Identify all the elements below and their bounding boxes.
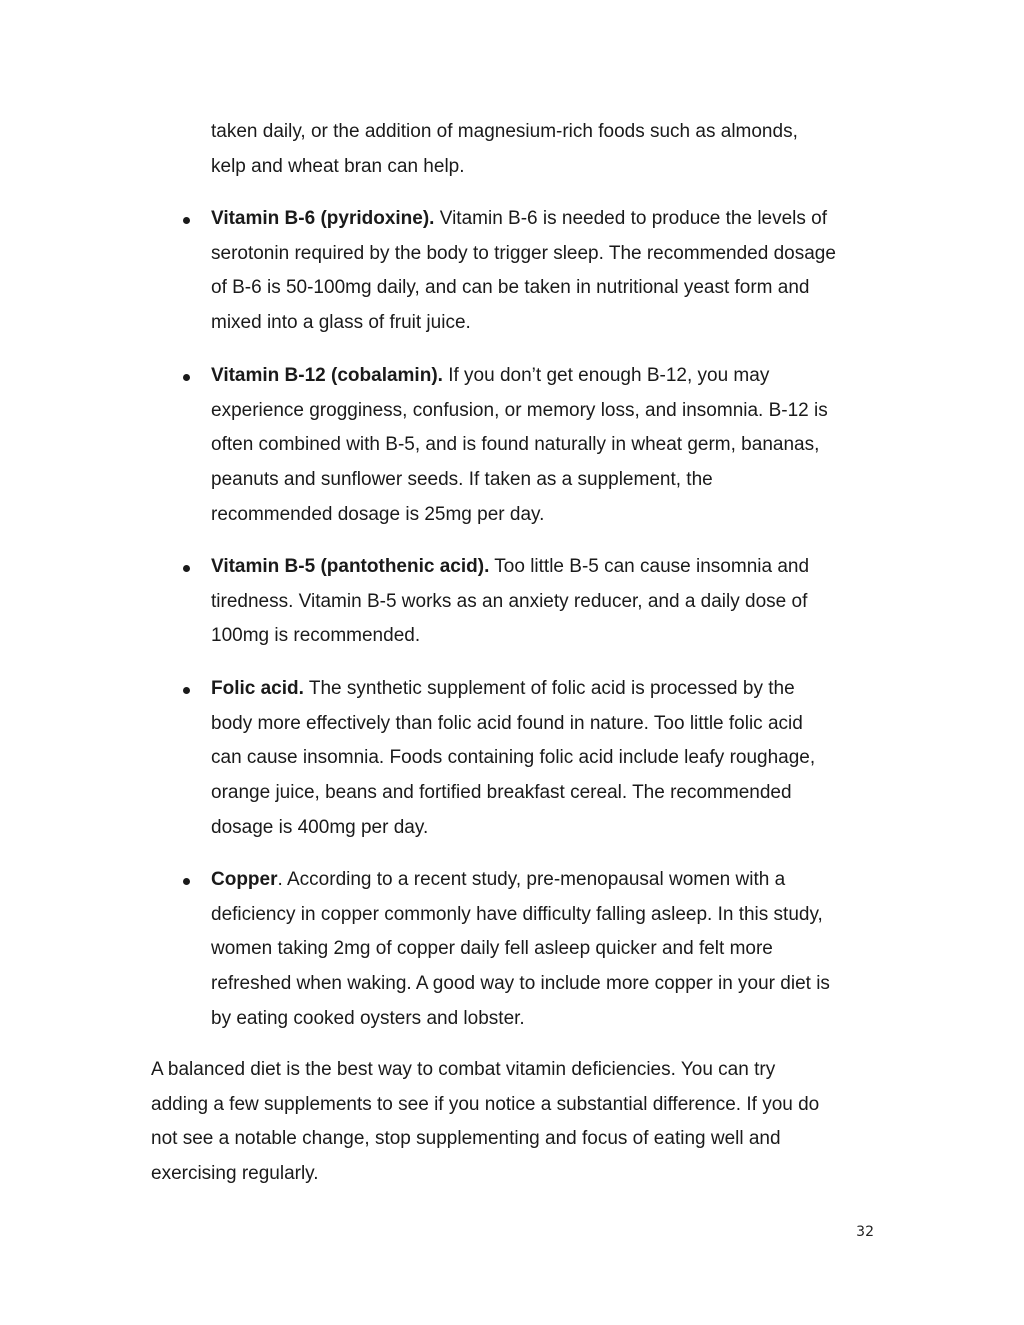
continued-paragraph: taken daily, or the addition of magnesium-rich foods such as almonds, kelp and wheat bran can help. [211, 121, 798, 177]
bullet-text [211, 863, 891, 1037]
bullet-heading: Folic acid. [211, 678, 304, 699]
page-number: 32 [856, 1224, 874, 1240]
bullet-text [211, 550, 891, 654]
bullet-heading: Vitamin B-5 (pantothenic acid). [211, 556, 490, 577]
closing-paragraph: A balanced diet is the best way to combat vitamin deficiencies. You can try adding a few supplements to see if you notice a substantial difference. If you do not see a notable change, stop supplementing and focus of eating well and exercising regularly. [151, 1059, 820, 1185]
bullet-text [211, 202, 891, 341]
bullet-body: Too little B-5 can cause insomnia and tiredness. Vitamin B-5 works as an anxiety reducer, and a daily dose of 100mg is recommended. [211, 556, 810, 647]
bullet-body: . According to a recent study, pre-menopausal women with a deficiency in copper commonly have difficulty falling asleep. In this study, women taking 2mg of copper daily fell asleep quicker and felt more refreshed when waking. A good way to include more copper in your diet is by eating cooked oysters and lobster. [211, 869, 830, 1029]
bullet-text [211, 359, 891, 533]
bullet-heading: Vitamin B-6 (pyridoxine). [211, 208, 435, 229]
bullet-heading: Copper [211, 869, 278, 890]
bullet-icon [183, 374, 190, 381]
bullet-body: If you don’t get enough B-12, you may experience grogginess, confusion, or memory loss, and insomnia. B-12 is often combined with B-5, and is found naturally in wheat germ, bananas, peanuts and sunflower seeds. If taken as a supplement, the recommended dosage is 25mg per day. [211, 365, 828, 525]
bullet-heading: Vitamin B-12 (cobalamin). [211, 365, 443, 386]
bullet-body: Vitamin B-6 is needed to produce the levels of serotonin required by the body to trigger sleep. The recommended dosage of B-6 is 50-100mg daily, and can be taken in nutritional yeast form and mixed into a glass of fruit juice. [211, 208, 836, 334]
bullet-icon [183, 565, 190, 572]
bullet-text [211, 672, 891, 846]
bullet-icon [183, 687, 190, 694]
bullet-body: The synthetic supplement of folic acid is processed by the body more effectively than folic acid found in nature. Too little folic acid can cause insomnia. Foods containing folic acid include leafy roughage, orange juice, beans and fortified breakfast cereal. The recommended dosage is 400mg per day. [211, 678, 816, 838]
bullet-icon [183, 217, 190, 224]
bullet-icon [183, 878, 190, 885]
